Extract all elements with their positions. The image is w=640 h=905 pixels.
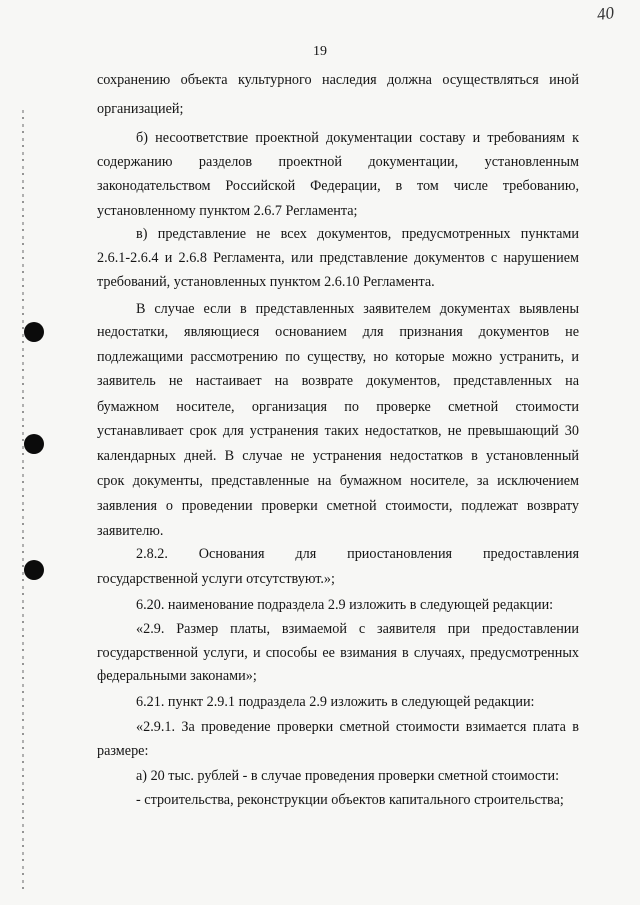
text-line: 2.6.1-2.6.4 и 2.6.8 Регламента, или представление документов с нарушением xyxy=(97,250,579,266)
text-line: б) несоответствие проектной документации составу и требованиям к xyxy=(136,130,579,146)
text-line: В случае если в представленных заявителем документах выявлены xyxy=(136,301,579,317)
punch-hole-top xyxy=(24,322,44,342)
text-line: требований, установленных пунктом 2.6.10 Регламента. xyxy=(97,274,435,290)
text-line: федеральными законами»; xyxy=(97,668,257,684)
text-line: - строительства, реконструкции объектов капитального строительства; xyxy=(136,792,564,808)
punch-hole-middle xyxy=(24,434,44,454)
text-line: «2.9.1. За проведение проверки сметной стоимости взимается плата в xyxy=(136,719,579,735)
text-line: бумажном носителе, организация по проверке сметной стоимости xyxy=(97,399,579,415)
text-line: заявления о проведении проверки сметной стоимости, подлежат возврату xyxy=(97,498,579,514)
text-line: установленному пунктом 2.6.7 Регламента; xyxy=(97,203,358,219)
text-line: подлежащими рассмотрению по существу, но которые можно устранить, и xyxy=(97,349,579,365)
text-line: государственной услуги, и способы ее взимания в случаях, предусмотренных xyxy=(97,645,579,661)
text-line: сохранению объекта культурного наследия должна осуществляться иной xyxy=(97,72,579,88)
text-line: государственной услуги отсутствуют.»; xyxy=(97,571,335,587)
text-line: 6.21. пункт 2.9.1 подраздела 2.9 изложить в следующей редакции: xyxy=(136,694,535,710)
text-line: 6.20. наименование подраздела 2.9 изложить в следующей редакции: xyxy=(136,597,554,613)
text-line: срок документы, представленные на бумажном носителе, за исключением xyxy=(97,473,579,489)
text-line: заявитель не настаивает на возврате документов, представленных на xyxy=(97,373,579,389)
text-line: содержанию разделов проектной документации, установленным xyxy=(97,154,579,170)
handwritten-sheet-number: 40 xyxy=(595,2,616,25)
text-line: 2.8.2. Основания для приостановления предоставления xyxy=(136,546,579,562)
binding-edge xyxy=(22,110,24,890)
page-number: 19 xyxy=(313,44,327,59)
text-line: организацией; xyxy=(97,101,184,117)
punch-hole-bottom xyxy=(24,560,44,580)
text-line: размере: xyxy=(97,743,149,759)
text-line: недостатки, являющиеся основанием для признания документов не xyxy=(97,324,579,340)
text-line: в) представление не всех документов, предусмотренных пунктами xyxy=(136,226,579,242)
text-line: календарных дней. В случае не устранения недостатков в установленный xyxy=(97,448,579,464)
text-line: заявителю. xyxy=(97,523,164,539)
text-line: а) 20 тыс. рублей - в случае проведения проверки сметной стоимости: xyxy=(136,768,560,784)
text-line: законодательством Российской Федерации, в том числе требованию, xyxy=(97,178,579,194)
text-line: «2.9. Размер платы, взимаемой с заявителя при предоставлении xyxy=(136,621,579,637)
text-line: устанавливает срок для устранения таких недостатков, не превышающий 30 xyxy=(97,423,579,439)
